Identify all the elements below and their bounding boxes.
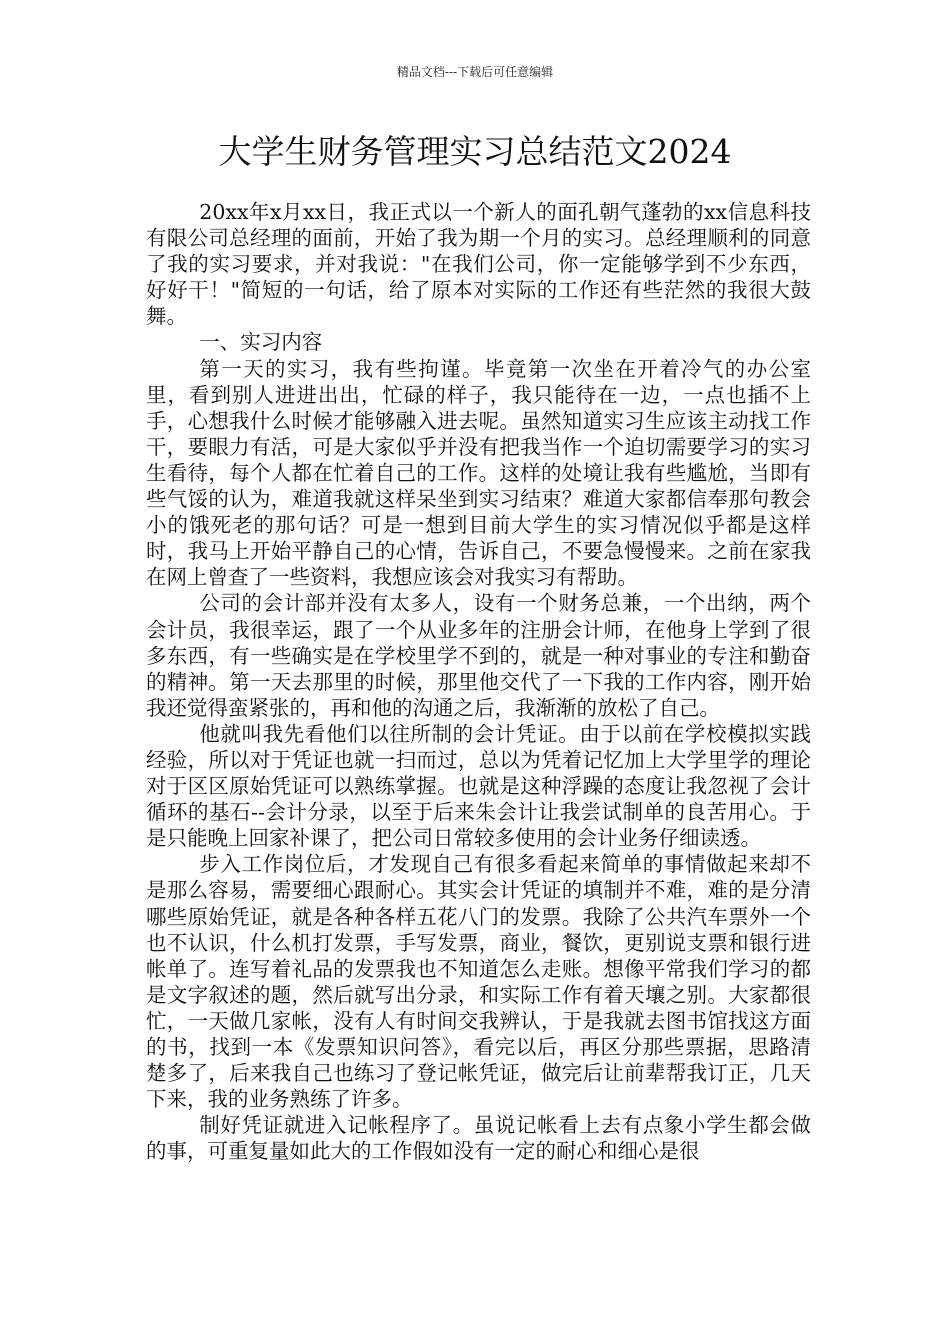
document-title: 大学生财务管理实习总结范文2024 (218, 132, 732, 171)
paragraph-accounting-department: 公司的会计部并没有太多人，设有一个财务总兼，一个出纳，两个会计员，我很幸运，跟了一个从业多年的注册会计师，在他身上学到了很多东西，有一些确实是在学校里学不到的，就是一种对事业的专注和勤奋的精神。第一天去那里的时候，那里他交代了一下我的工作内容，刚开始我还觉得蛮紧张的，再和他的沟通之后，我渐渐的放松了自己。 (146, 591, 811, 720)
document-body (146, 199, 811, 1164)
paragraph-first-day: 第一天的实习，我有些拘谨。毕竟第一次坐在开着冷气的办公室里，看到别人进进出出，忙碌的样子，我只能待在一边，一点也插不上手，心想我什么时候才能够融入进去呢。虽然知道实习生应该主动找工作干，要眼力有活，可是大家似乎并没有把我当作一个迫切需要学习的实习生看待，每个人都在忙着自己的工作。这样的处境让我有些尴尬，当即有些气馁的认为，难道我就这样呆坐到实习结束？难道大家都信奉那句教会小的饿死老的那句话？可是一想到目前大学生的实习情况似乎都是这样时，我马上开始平静自己的心情，告诉自己，不要急慢慢来。之前在家我在网上曾查了一些资料，我想应该会对我实习有帮助。 (146, 356, 811, 590)
paragraph-job-position: 步入工作岗位后，才发现自己有很多看起来简单的事情做起来却不是那么容易，需要细心跟耐心。其实会计凭证的填制并不难，难的是分清哪些原始凭证，就是各种各样五花八门的发票。我除了公共汽车票外一个也不认识，什么机打发票，手写发票，商业，餐饮，更别说支票和银行进帐单了。连写着礼品的发票我也不知道怎么走账。想像平常我们学习的都是文字叙述的题，然后就写出分录，和实际工作有着天壤之别。大家都很忙，一天做几家帐，没有人有时间交我辨认，于是我就去图书馆找这方面的书，找到一本《发票知识问答》，看完以后，再区分那些票据，思路清楚多了，后来我自己也练习了登记帐凭证，做完后让前辈帮我订正，几天下来，我的业务熟练了许多。 (146, 852, 811, 1112)
section-heading-internship-content: 一、实习内容 (199, 330, 323, 355)
paragraph-intro: 20xx年x月xx日，我正式以一个新人的面孔朝气蓬勃的xx信息科技有限公司总经理的面前，开始了我为期一个月的实习。总经理顺利的同意了我的实习要求，并对我说："在我们公司，你一定能够学到不少东西，好好干！"简短的一句话，给了原本对实际的工作还有些茫然的我很大鼓舞。 (146, 200, 811, 329)
paragraph-vouchers: 他就叫我先看他们以往所制的会计凭证。由于以前在学校模拟实践经验，所以对于凭证也就一扫而过，总以为凭着记忆加上大学里学的理论对于区区原始凭证可以熟练掌握。也就是这种浮躁的态度让我忽视了会计循环的基石--会计分录，以至于后来朱会计让我尝试制单的良苦用心。于是只能晚上回家补课了，把公司日常较多使用的会计业务仔细读透。 (146, 721, 811, 851)
page-header: 精品文档---下载后可任意编辑 (396, 65, 554, 79)
paragraph-bookkeeping: 制好凭证就进入记帐程序了。虽说记帐看上去有点象小学生都会做的事，可重复量如此大的工作假如没有一定的耐心和细心是很 (146, 1113, 811, 1164)
